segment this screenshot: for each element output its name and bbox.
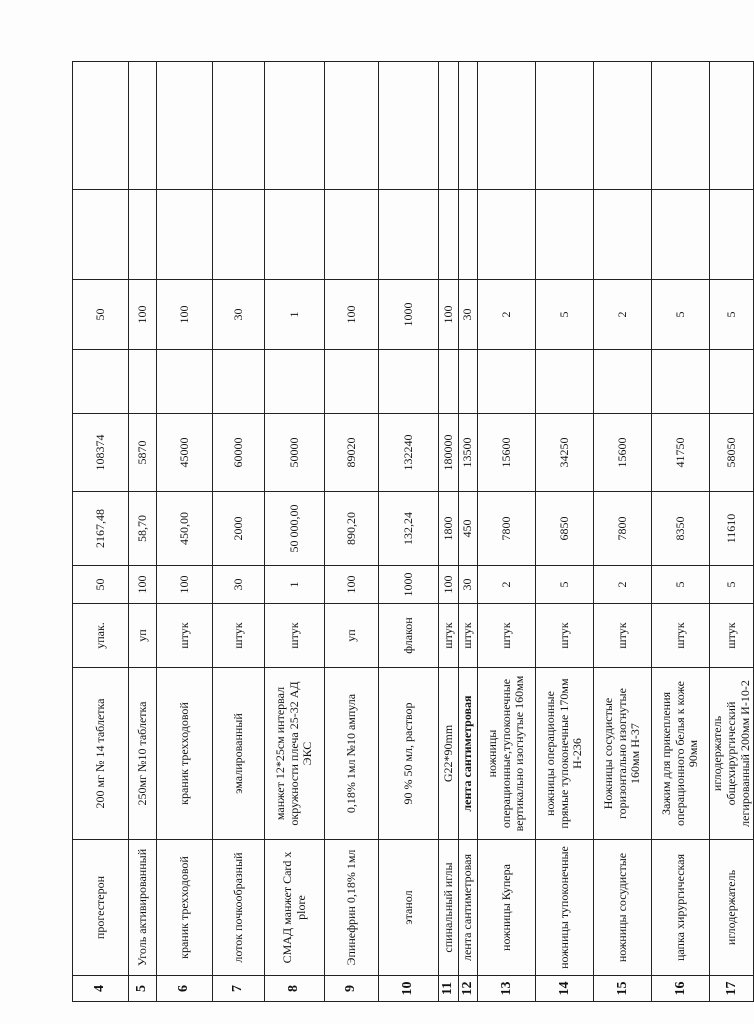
quantity-cell: 2 xyxy=(478,566,536,604)
total-sum-cell: 41750 xyxy=(652,414,710,492)
total-sum-cell: 108374 xyxy=(73,414,129,492)
item-description-cell: ножницы операционные прямые тупоконечные 170мм Н-236 xyxy=(536,668,594,840)
col-11-cell xyxy=(478,62,536,190)
item-description-cell: Зажим для прикепления операционного белья к коже 90мм xyxy=(652,668,710,840)
unit-cell: штук xyxy=(157,604,213,668)
table-row xyxy=(325,62,379,1002)
unit-price-cell: 2167,48 xyxy=(73,492,129,566)
total-sum-cell: 15600 xyxy=(478,414,536,492)
quantity-cell: 100 xyxy=(157,566,213,604)
col-8-cell xyxy=(213,350,265,414)
unit-cell: штук xyxy=(459,604,478,668)
unit-price-cell: 58,70 xyxy=(129,492,157,566)
item-name-cell: цапка хирургическая xyxy=(652,840,710,976)
unit-cell: уп xyxy=(129,604,157,668)
col-10-cell xyxy=(379,190,439,280)
item-name-cell: ножницы сосудистые xyxy=(594,840,652,976)
col-11-cell xyxy=(325,62,379,190)
total-sum-cell: 45000 xyxy=(157,414,213,492)
row-number-cell: 9 xyxy=(325,976,379,1002)
item-description-cell: иглодержатель общехирургический легированный 200мм И-10-2 xyxy=(710,668,754,840)
col-9-cell: 5 xyxy=(710,280,754,350)
item-name-cell: Эпинефрин 0,18% 1мл xyxy=(325,840,379,976)
col-10-cell xyxy=(325,190,379,280)
quantity-cell: 30 xyxy=(459,566,478,604)
row-number-cell: 10 xyxy=(379,976,439,1002)
col-9-cell: 100 xyxy=(439,280,459,350)
col-11-cell xyxy=(213,62,265,190)
col-11-cell xyxy=(536,62,594,190)
row-number-cell: 14 xyxy=(536,976,594,1002)
item-name-cell: прогестерон xyxy=(73,840,129,976)
quantity-cell: 1 xyxy=(265,566,325,604)
unit-cell: штук xyxy=(710,604,754,668)
col-10-cell xyxy=(439,190,459,280)
quantity-cell: 2 xyxy=(594,566,652,604)
item-description-cell: эмалированный xyxy=(213,668,265,840)
row-number-cell: 6 xyxy=(157,976,213,1002)
row-number-cell: 16 xyxy=(652,976,710,1002)
table-row xyxy=(129,62,157,1002)
table-row xyxy=(213,62,265,1002)
table-row xyxy=(73,62,129,1002)
total-sum-cell: 132240 xyxy=(379,414,439,492)
col-8-cell xyxy=(459,350,478,414)
item-description-cell: Ножницы сосудистые горизонтально изогнутые 160мм Н-37 xyxy=(594,668,652,840)
quantity-cell: 50 xyxy=(73,566,129,604)
item-name-cell: ножницы тупоконечные xyxy=(536,840,594,976)
unit-price-cell: 2000 xyxy=(213,492,265,566)
col-9-cell: 1000 xyxy=(379,280,439,350)
rotated-table xyxy=(72,62,752,1002)
total-sum-cell: 34250 xyxy=(536,414,594,492)
item-name-cell: спинальный иглы xyxy=(439,840,459,976)
unit-price-cell: 7800 xyxy=(478,492,536,566)
col-11-cell xyxy=(652,62,710,190)
item-description-cell: 0,18% 1мл №10 ампула xyxy=(325,668,379,840)
item-name-cell: ножницы Купера xyxy=(478,840,536,976)
col-9-cell: 30 xyxy=(213,280,265,350)
unit-cell: штук xyxy=(594,604,652,668)
col-11-cell xyxy=(265,62,325,190)
table-row xyxy=(379,62,439,1002)
unit-price-cell: 50 000,00 xyxy=(265,492,325,566)
item-description-cell: краник трехходовой xyxy=(157,668,213,840)
col-8-cell xyxy=(325,350,379,414)
procurement-table xyxy=(72,61,754,1002)
unit-price-cell: 450 xyxy=(459,492,478,566)
item-description-cell: 90 % 50 мл, раствор xyxy=(379,668,439,840)
quantity-cell: 5 xyxy=(710,566,754,604)
unit-price-cell: 450,00 xyxy=(157,492,213,566)
col-8-cell xyxy=(73,350,129,414)
row-number-cell: 5 xyxy=(129,976,157,1002)
item-description-cell: лента сантиметровая xyxy=(459,668,478,840)
total-sum-cell: 13500 xyxy=(459,414,478,492)
total-sum-cell: 50000 xyxy=(265,414,325,492)
col-9-cell: 1 xyxy=(265,280,325,350)
unit-cell: штук xyxy=(652,604,710,668)
unit-price-cell: 8350 xyxy=(652,492,710,566)
col-10-cell xyxy=(157,190,213,280)
col-8-cell xyxy=(129,350,157,414)
row-number-cell: 11 xyxy=(439,976,459,1002)
unit-price-cell: 11610 xyxy=(710,492,754,566)
col-9-cell: 100 xyxy=(325,280,379,350)
unit-price-cell: 132,24 xyxy=(379,492,439,566)
col-9-cell: 5 xyxy=(536,280,594,350)
item-name-cell: Уголь активированный xyxy=(129,840,157,976)
col-10-cell xyxy=(710,190,754,280)
col-10-cell xyxy=(265,190,325,280)
table-body xyxy=(73,62,754,1002)
col-9-cell: 5 xyxy=(652,280,710,350)
item-name-cell: краник трехходовой xyxy=(157,840,213,976)
table-row xyxy=(652,62,710,1002)
total-sum-cell: 180000 xyxy=(439,414,459,492)
unit-cell: штук xyxy=(439,604,459,668)
col-9-cell: 100 xyxy=(157,280,213,350)
item-description-cell: манжет 12*25см интервал окружности плеча 25-32 АД ЭКС xyxy=(265,668,325,840)
col-8-cell xyxy=(439,350,459,414)
row-number-cell: 7 xyxy=(213,976,265,1002)
col-11-cell xyxy=(459,62,478,190)
quantity-cell: 100 xyxy=(325,566,379,604)
col-11-cell xyxy=(129,62,157,190)
total-sum-cell: 58050 xyxy=(710,414,754,492)
total-sum-cell: 5870 xyxy=(129,414,157,492)
total-sum-cell: 89020 xyxy=(325,414,379,492)
table-row xyxy=(157,62,213,1002)
col-10-cell xyxy=(129,190,157,280)
row-number-cell: 8 xyxy=(265,976,325,1002)
col-9-cell: 50 xyxy=(73,280,129,350)
col-11-cell xyxy=(710,62,754,190)
table-row xyxy=(594,62,652,1002)
table-row xyxy=(459,62,478,1002)
col-9-cell: 2 xyxy=(594,280,652,350)
item-description-cell: G22*90mm xyxy=(439,668,459,840)
total-sum-cell: 15600 xyxy=(594,414,652,492)
col-8-cell xyxy=(594,350,652,414)
unit-cell: штук xyxy=(536,604,594,668)
item-name-cell: СМАД манжет Card x plore xyxy=(265,840,325,976)
col-10-cell xyxy=(536,190,594,280)
unit-cell: штук xyxy=(478,604,536,668)
table-row xyxy=(710,62,754,1002)
col-8-cell xyxy=(536,350,594,414)
item-name-cell: иглодержатель xyxy=(710,840,754,976)
col-10-cell xyxy=(459,190,478,280)
col-8-cell xyxy=(379,350,439,414)
col-8-cell xyxy=(265,350,325,414)
unit-cell: флакон xyxy=(379,604,439,668)
item-name-cell: лента сантиметровая xyxy=(459,840,478,976)
table-row xyxy=(478,62,536,1002)
col-10-cell xyxy=(594,190,652,280)
col-11-cell xyxy=(73,62,129,190)
col-10-cell xyxy=(73,190,129,280)
col-10-cell xyxy=(213,190,265,280)
col-11-cell xyxy=(157,62,213,190)
col-11-cell xyxy=(439,62,459,190)
col-10-cell xyxy=(652,190,710,280)
table-row xyxy=(265,62,325,1002)
unit-cell: штук xyxy=(213,604,265,668)
unit-price-cell: 7800 xyxy=(594,492,652,566)
quantity-cell: 1000 xyxy=(379,566,439,604)
item-description-cell: 250мг №10 таблетка xyxy=(129,668,157,840)
col-8-cell xyxy=(710,350,754,414)
unit-cell: упак. xyxy=(73,604,129,668)
unit-cell: штук xyxy=(265,604,325,668)
item-name-cell: этанол xyxy=(379,840,439,976)
table-row xyxy=(439,62,459,1002)
row-number-cell: 15 xyxy=(594,976,652,1002)
unit-price-cell: 1800 xyxy=(439,492,459,566)
col-10-cell xyxy=(478,190,536,280)
row-number-cell: 13 xyxy=(478,976,536,1002)
unit-price-cell: 890,20 xyxy=(325,492,379,566)
row-number-cell: 4 xyxy=(73,976,129,1002)
quantity-cell: 30 xyxy=(213,566,265,604)
item-name-cell: лоток почкообразный xyxy=(213,840,265,976)
row-number-cell: 17 xyxy=(710,976,754,1002)
row-number-cell: 12 xyxy=(459,976,478,1002)
col-9-cell: 30 xyxy=(459,280,478,350)
item-description-cell: ножницы операционные,тупоконечные вертикально изогнутые 160мм xyxy=(478,668,536,840)
quantity-cell: 100 xyxy=(439,566,459,604)
table-row xyxy=(536,62,594,1002)
col-8-cell xyxy=(652,350,710,414)
item-description-cell: 200 мг № 14 таблетка xyxy=(73,668,129,840)
col-9-cell: 2 xyxy=(478,280,536,350)
quantity-cell: 100 xyxy=(129,566,157,604)
col-8-cell xyxy=(478,350,536,414)
total-sum-cell: 60000 xyxy=(213,414,265,492)
quantity-cell: 5 xyxy=(652,566,710,604)
unit-cell: уп xyxy=(325,604,379,668)
quantity-cell: 5 xyxy=(536,566,594,604)
table-frame xyxy=(72,62,752,1002)
col-11-cell xyxy=(379,62,439,190)
col-11-cell xyxy=(594,62,652,190)
col-9-cell: 100 xyxy=(129,280,157,350)
unit-price-cell: 6850 xyxy=(536,492,594,566)
col-8-cell xyxy=(157,350,213,414)
